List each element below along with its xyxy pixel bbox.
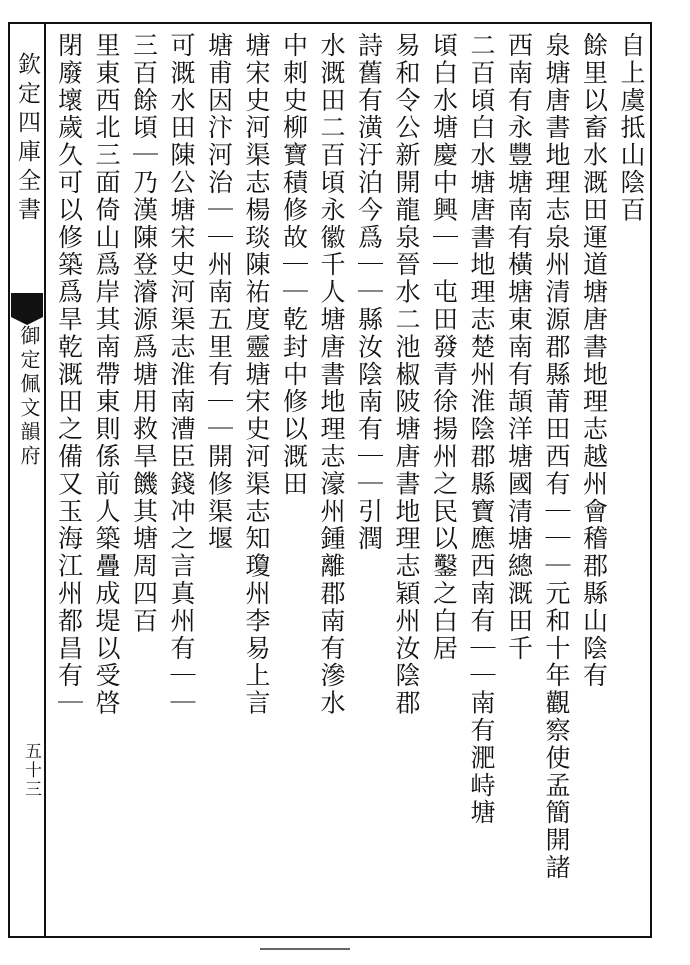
text-column-7: 易和令公新開龍泉晉水二池椒陂塘唐書地理志穎州汝陰郡 bbox=[392, 32, 421, 717]
page-number: 五十三 bbox=[21, 742, 41, 799]
text-column-3: 泉塘唐書地理志泉州清源郡縣莆田西有｜｜｜元和十年觀察使孟簡開諸 bbox=[542, 32, 571, 882]
text-column-2: 餘里以畜水溉田運道塘唐書地理志越州會稽郡縣山陰有 bbox=[579, 32, 609, 690]
text-column-8: 詩舊有潢汙泊今爲｜｜縣汝陰南有｜｜引潤 bbox=[354, 32, 384, 553]
book-subtitle: 御定佩文韻府 bbox=[17, 325, 41, 469]
text-column-1: 自上虞抵山陰百 bbox=[617, 32, 646, 224]
text-column-15: 里東西北三面倚山爲岸其南帶東則係前人築疊成堤以受啓 bbox=[92, 32, 121, 717]
text-column-6: 頃白水塘慶中興｜｜屯田發青徐揚州之民以鑿之白居 bbox=[429, 32, 459, 663]
text-column-4: 西南有永豐塘南有橫塘東南有頡洋塘國清塘總溉田千 bbox=[504, 32, 534, 663]
fishtail-mark bbox=[11, 293, 43, 317]
text-column-13: 可溉水田陳公塘宋史河渠志淮南漕臣錢冲之言真州有｜｜ bbox=[167, 32, 196, 717]
text-column-14: 三百餘頃｜乃漢陳登濬源爲塘用救旱饑其塘周四百 bbox=[129, 32, 159, 635]
scan-artifact-line bbox=[260, 948, 350, 950]
text-column-16: 閉廢壞歲久可以修築爲旱乾溉田之備又玉海江州都昌有｜ bbox=[54, 32, 84, 717]
text-column-5: 二百頃白水塘唐書地理志楚州淮陰郡縣寶應西南有｜｜南有淝峙塘 bbox=[467, 32, 496, 827]
text-column-9: 水溉田二百頃永徽千人塘唐書地理志濠州鍾離郡南有滲水 bbox=[317, 32, 346, 717]
text-column-11: 塘宋史河渠志楊琰陳祐度靈塘宋史河渠志知瓊州李易上言 bbox=[242, 32, 271, 717]
text-column-10: 中刺史柳寶積修故｜｜乾封中修以溉田 bbox=[279, 32, 309, 498]
text-column-12: 塘甫因汴河治｜｜州南五里有｜｜開修渠堰 bbox=[204, 32, 234, 553]
book-title: 欽定四庫全書 bbox=[14, 52, 40, 226]
margin-divider bbox=[44, 22, 46, 938]
